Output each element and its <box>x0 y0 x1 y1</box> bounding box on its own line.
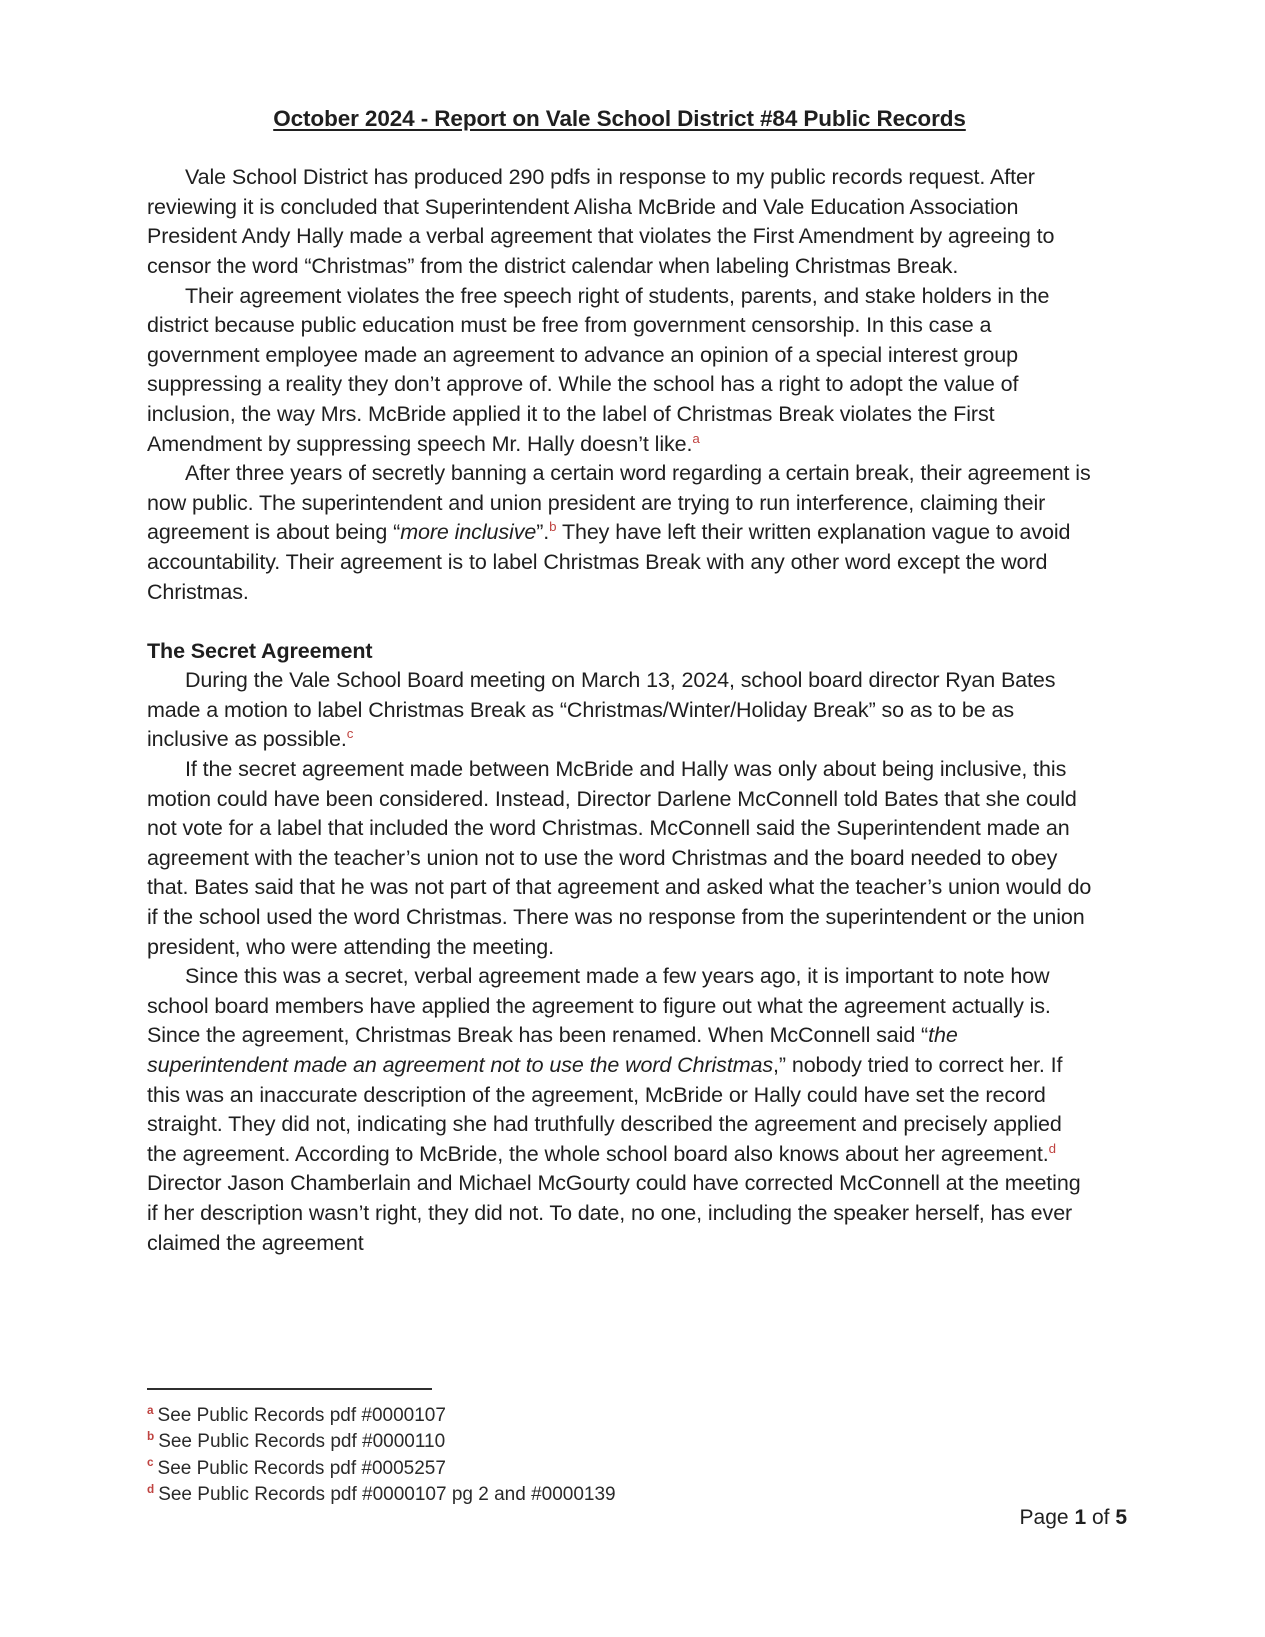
paragraph-board-meeting: During the Vale School Board meeting on March 13, 2024, school board director Ryan Bates made a motion to label Christmas Break as “Christmas/Winter/Holiday Break” so as to be as inclusive as possible.$^c$ <box>147 668 1056 752</box>
paragraph-secret-ban: After three years of secretly banning a certain word regarding a certain break, their agreement is now public. The superintendent and union president are trying to run interference, claiming their agreement is about being “more inclusive”.$^b$ They have left their written explanation vague to avoid accountability. Their agreement is to label Christmas Break with any other word except the word Christmas. <box>147 461 1091 604</box>
footnote-text-d: See Public Records pdf #0000107 pg 2 and #0000139 <box>158 1484 616 1506</box>
footnote-a <box>147 1403 1092 1429</box>
document-title: October 2024 - Report on Vale School District #84 Public Records <box>273 106 966 131</box>
footnote-text-c: See Public Records pdf #0005257 <box>157 1457 446 1479</box>
footnotes-section <box>147 1388 1092 1509</box>
paragraph-intro: Vale School District has produced 290 pdfs in response to my public records request. After reviewing it is concluded that Superintendent Alisha McBride and Vale Education Association President Andy Hally made a verbal agreement that violates the First Amendment by agreeing to censor the word “Christmas” from the district calendar when labeling Christmas Break. <box>147 165 1055 278</box>
footnote-marker-b: b <box>147 1430 155 1444</box>
paragraph-mcconnell: If the secret agreement made between McBride and Hally was only about being inclusive, this motion could have been considered. Instead, Director Darlene McConnell told Bates that she could not vote for a label that included the word Christmas. McConnell said the Superintendent made an agreement with the teacher’s union not to use the word Christmas and the board needed to obey that. Bates said that he was not part of that agreement and asked what the teacher’s union would do if the school used the word Christmas. There was no response from the superintendent or the union president, who were attending the meeting. <box>147 757 1092 959</box>
section-heading-secret-agreement: The Secret Agreement <box>147 638 373 663</box>
footnote-marker-c: c <box>147 1456 154 1470</box>
footnote-text-a: See Public Records pdf #0000107 <box>157 1405 446 1426</box>
footnote-marker-d: d <box>147 1482 155 1496</box>
paragraph-spacer <box>147 607 1092 637</box>
footnote-text-b: See Public Records pdf #0000110 <box>158 1431 446 1453</box>
footnote-separator <box>147 1388 432 1390</box>
paragraph-free-speech: Their agreement violates the free speech right of students, parents, and stake holders in the district because public education must be free from government censorship. In this case a government employee made an agreement to advance an opinion of a special interest group suppressing a reality they don’t approve of. While the school has a right to adopt the value of inclusion, the way Mrs. McBride applied it to the label of Christmas Break violates the First Amendment by suppressing speech Mr. Hally doesn’t like.$^a$ <box>147 283 1050 456</box>
page-number-label: Page 1 of 5 <box>1019 1506 1127 1529</box>
footnote-c <box>147 1456 1092 1482</box>
document-body <box>147 104 1092 1258</box>
paragraph-agreement-applied: Since this was a secret, verbal agreement made a few years ago, it is important to note how school board members have applied the agreement to figure out what the agreement actually is. Since the agreement, Christmas Break has been renamed. When McConnell said “the superintendent made an agreement not to use the word Christmas,” nobody tried to correct her. If this was an inaccurate description of the agreement, McBride or Hally could have set the record straight. They did not, indicating she had truthfully described the agreement and precisely applied the agreement. According to McBride, the whole school board also knows about her agreement.$^d$ Director Jason Chamberlain and Michael McGourty could have corrected McConnell at the meeting if her description wasn’t right, they did not. To date, no one, including the speaker herself, has ever claimed the agreement <box>147 964 1081 1255</box>
footnote-b <box>147 1429 1092 1455</box>
footnote-marker-a: a <box>147 1403 154 1417</box>
footnote-d <box>147 1482 1092 1508</box>
